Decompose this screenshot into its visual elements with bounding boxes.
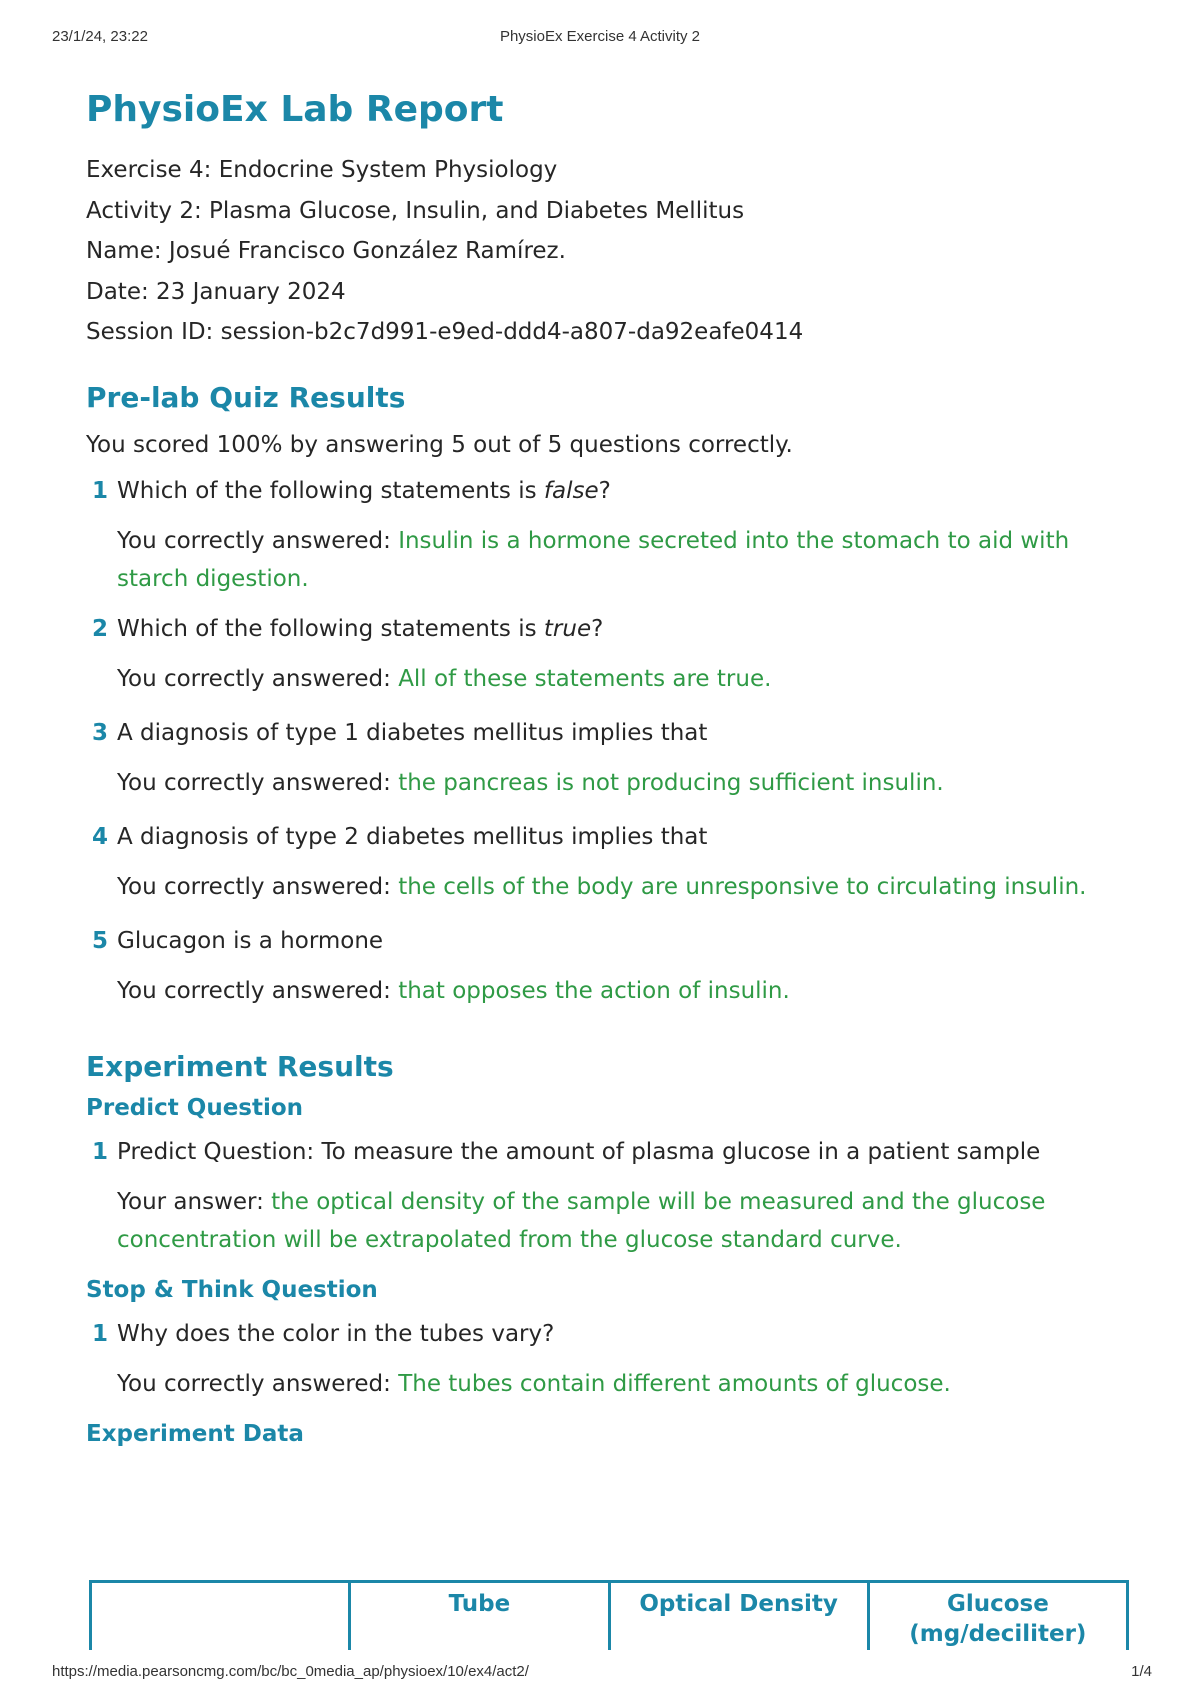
- report-title: PhysioEx Lab Report: [86, 89, 504, 130]
- experiment-data-table: [89, 1580, 1129, 1650]
- answer-prefix: You correctly answered:: [117, 769, 399, 796]
- quiz-answer: [86, 972, 1136, 1010]
- quiz-question: [86, 716, 1136, 750]
- question-number: 1: [92, 1138, 109, 1165]
- page-footer-url: https://media.pearsoncmg.com/bc/bc_0media_ap/physioex/10/ex4/act2/: [52, 1663, 529, 1680]
- quiz-answer: [86, 868, 1136, 906]
- answer-text: the pancreas is not producing sufficient insulin.: [398, 769, 944, 796]
- answer-prefix: Your answer:: [117, 1188, 272, 1215]
- question-emphasis: true: [543, 615, 592, 642]
- activity-line: Activity 2: Plasma Glucose, Insulin, and Diabetes Mellitus: [86, 197, 745, 224]
- answer-text: The tubes contain different amounts of glucose.: [398, 1370, 951, 1397]
- answer-prefix: You correctly answered:: [117, 977, 399, 1004]
- quiz-question: [86, 612, 1136, 646]
- question-number: 1: [92, 1320, 109, 1347]
- experiment-data-heading: Experiment Data: [86, 1420, 304, 1447]
- answer-prefix: You correctly answered:: [117, 873, 399, 900]
- question-text: Which of the following statements is: [117, 615, 544, 642]
- prelab-summary: You scored 100% by answering 5 out of 5 questions correctly.: [86, 431, 793, 458]
- table-header-tube: Tube: [350, 1582, 609, 1651]
- table-header-optical-density: Optical Density: [609, 1582, 868, 1651]
- session-line: Session ID: session-b2c7d991-e9ed-ddd4-a807-da92eafe0414: [86, 319, 804, 345]
- answer-text: the optical density of the sample will be measured and the glucose concentration will be extrapolated from the glucose standard curve.: [117, 1188, 1046, 1253]
- page-footer-page-number: 1/4: [1131, 1663, 1152, 1680]
- answer-text: that opposes the action of insulin.: [398, 977, 790, 1004]
- report-body: [86, 86, 1136, 1447]
- answer-prefix: You correctly answered:: [117, 527, 399, 554]
- answer-text: Insulin is a hormone secreted into the stomach to aid with starch digestion.: [117, 527, 1070, 592]
- experiment-heading: Experiment Results: [86, 1049, 394, 1083]
- answer-text: All of these statements are true.: [398, 665, 772, 692]
- predict-question: [86, 1135, 1136, 1169]
- question-number: 2: [92, 615, 109, 642]
- quiz-question: [86, 474, 1136, 508]
- question-text: Predict Question: To measure the amount of plasma glucose in a patient sample: [117, 1138, 1041, 1165]
- quiz-answer: [86, 660, 1136, 698]
- question-text-end: ?: [598, 477, 611, 504]
- question-text: A diagnosis of type 2 diabetes mellitus implies that: [117, 823, 708, 850]
- question-number: 1: [92, 477, 109, 504]
- predict-heading: Predict Question: [86, 1094, 304, 1121]
- table-header-glucose: Glucose (mg/deciliter): [868, 1582, 1127, 1651]
- answer-prefix: You correctly answered:: [117, 1370, 399, 1397]
- stop-think-question: [86, 1317, 1136, 1351]
- question-text: Glucagon is a hormone: [117, 927, 384, 954]
- stop-think-answer: [86, 1365, 1136, 1403]
- question-text: Why does the color in the tubes vary?: [117, 1320, 555, 1347]
- date-line: Date: 23 January 2024: [86, 278, 346, 305]
- answer-prefix: You correctly answered:: [117, 665, 399, 692]
- question-number: 4: [92, 823, 109, 850]
- page-header-title: PhysioEx Exercise 4 Activity 2: [499, 28, 701, 45]
- question-text: Which of the following statements is: [117, 477, 544, 504]
- prelab-heading: Pre-lab Quiz Results: [86, 380, 406, 414]
- quiz-answer: [86, 522, 1136, 598]
- report-meta: [86, 150, 1136, 353]
- question-text-end: ?: [591, 615, 604, 642]
- page-header-datetime: 23/1/24, 23:22: [52, 28, 148, 45]
- quiz-question: [86, 924, 1136, 958]
- question-number: 3: [92, 719, 109, 746]
- stop-think-heading: Stop & Think Question: [86, 1276, 378, 1303]
- question-text: A diagnosis of type 1 diabetes mellitus implies that: [117, 719, 708, 746]
- predict-answer: [86, 1183, 1136, 1259]
- question-emphasis: false: [543, 477, 599, 504]
- exercise-line: Exercise 4: Endocrine System Physiology: [86, 157, 558, 183]
- table-header-blank: [91, 1582, 350, 1651]
- quiz-question: [86, 820, 1136, 854]
- question-number: 5: [92, 927, 109, 954]
- quiz-answer: [86, 764, 1136, 802]
- answer-text: the cells of the body are unresponsive to circulating insulin.: [398, 873, 1087, 900]
- name-line: Name: Josué Francisco González Ramírez.: [86, 238, 566, 264]
